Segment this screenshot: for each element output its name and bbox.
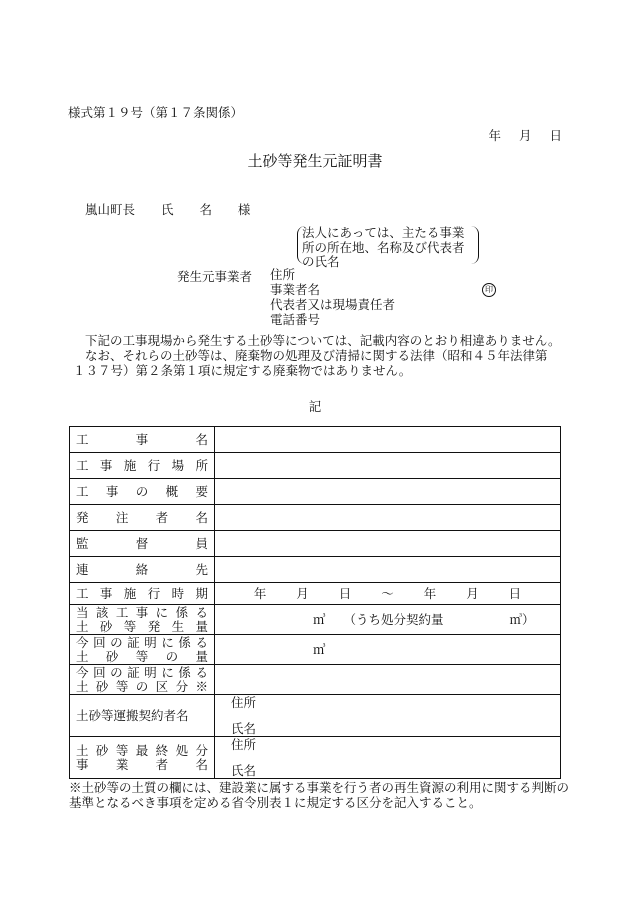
category-label-2: 土砂等の区分※ [76, 678, 208, 694]
table-row [70, 479, 561, 505]
row-value[interactable] [215, 557, 561, 583]
generated-label-2: 土砂等発生量 [76, 618, 208, 634]
disposal-label-1: 土砂等最終処分 [76, 742, 208, 758]
period-label: 工事施行時期 [76, 585, 208, 601]
table-row [70, 427, 561, 453]
unit-m3: ㎥ [313, 611, 326, 627]
certificate-table [69, 426, 561, 779]
transport-value[interactable] [215, 695, 561, 737]
applicant-fields [270, 267, 395, 327]
table-row [70, 557, 561, 583]
disposal-name: 氏名 [231, 762, 257, 778]
period-row [70, 583, 561, 605]
disposal-value[interactable] [215, 737, 561, 779]
corporate-note: 法人にあっては、主たる事業所の所在地、名称及び代表者の氏名 [297, 226, 479, 264]
transport-name: 氏名 [231, 720, 257, 736]
this-cert-row [70, 635, 561, 665]
this-cert-value[interactable] [215, 635, 561, 665]
this-cert-label-2: 土砂等の量 [76, 648, 208, 664]
field-address: 住所 [270, 267, 296, 282]
field-representative: 代表者又は現場責任者 [270, 297, 396, 312]
period-value[interactable]: 年 月 日 ～ 年 月 日 [215, 583, 561, 605]
form-number: 様式第１９号（第１７条関係） [68, 105, 244, 120]
field-company: 事業者名 [270, 282, 321, 297]
field-phone: 電話番号 [270, 312, 321, 327]
table-row [70, 453, 561, 479]
generated-value[interactable] [215, 605, 561, 635]
row-label: 連絡先 [76, 561, 208, 577]
unit-m3: ㎥ [313, 641, 326, 657]
row-label: 工事名 [76, 431, 208, 447]
row-label: 工事の概要 [76, 483, 208, 499]
table-row [70, 531, 561, 557]
date-line: 年 月 日 [488, 128, 562, 143]
this-cert-label-1: 今回の証明に係る [76, 634, 208, 650]
seal-mark: 印 [482, 283, 496, 297]
row-label: 工事施行場所 [76, 457, 208, 473]
disposal-label-2: 事業者名 [76, 756, 208, 772]
addressee: 嵐山町長 氏 名 様 [85, 202, 251, 217]
row-value[interactable] [215, 453, 561, 479]
generated-label-1: 当該工事に係る [76, 604, 208, 620]
row-value[interactable] [215, 505, 561, 531]
disposal-row [70, 737, 561, 779]
row-label: 発注者名 [76, 509, 208, 525]
row-value[interactable] [215, 427, 561, 453]
statement-line: １３７号）第２条第１項に規定する廃棄物ではありません。 [73, 363, 412, 378]
generated-row [70, 605, 561, 635]
footnote: ※土砂等の土質の欄には、建設業に属する事業を行う者の再生資源の利用に関する判断の基準となるべき事項を定める省令別表１に規定する区分を記入すること。 [69, 780, 570, 810]
row-label: 監督員 [76, 535, 208, 551]
transport-label: 土砂等運搬契約者名 [70, 695, 215, 737]
row-value[interactable] [215, 531, 561, 557]
transport-address: 住所 [231, 694, 257, 710]
contract-amount-label: （うち処分契約量 [343, 611, 444, 627]
category-row [70, 665, 561, 695]
statement-line: 下記の工事現場から発生する土砂等については、記載内容のとおり相違ありません。 [85, 333, 561, 348]
statement [73, 333, 573, 378]
table-row [70, 505, 561, 531]
category-label-1: 今回の証明に係る [76, 664, 208, 680]
category-value[interactable] [215, 665, 561, 695]
ki-heading: 記 [308, 399, 322, 414]
document-title: 土砂等発生元証明書 [247, 152, 383, 170]
statement-line: なお、それらの土砂等は、廃棄物の処理及び清掃に関する法律（昭和４５年法律第 [85, 348, 548, 363]
transport-row [70, 695, 561, 737]
disposal-address: 住所 [231, 736, 257, 752]
row-value[interactable] [215, 479, 561, 505]
applicant-label: 発生元事業者 [177, 269, 253, 284]
unit-m3-close: ㎥） [509, 611, 535, 627]
